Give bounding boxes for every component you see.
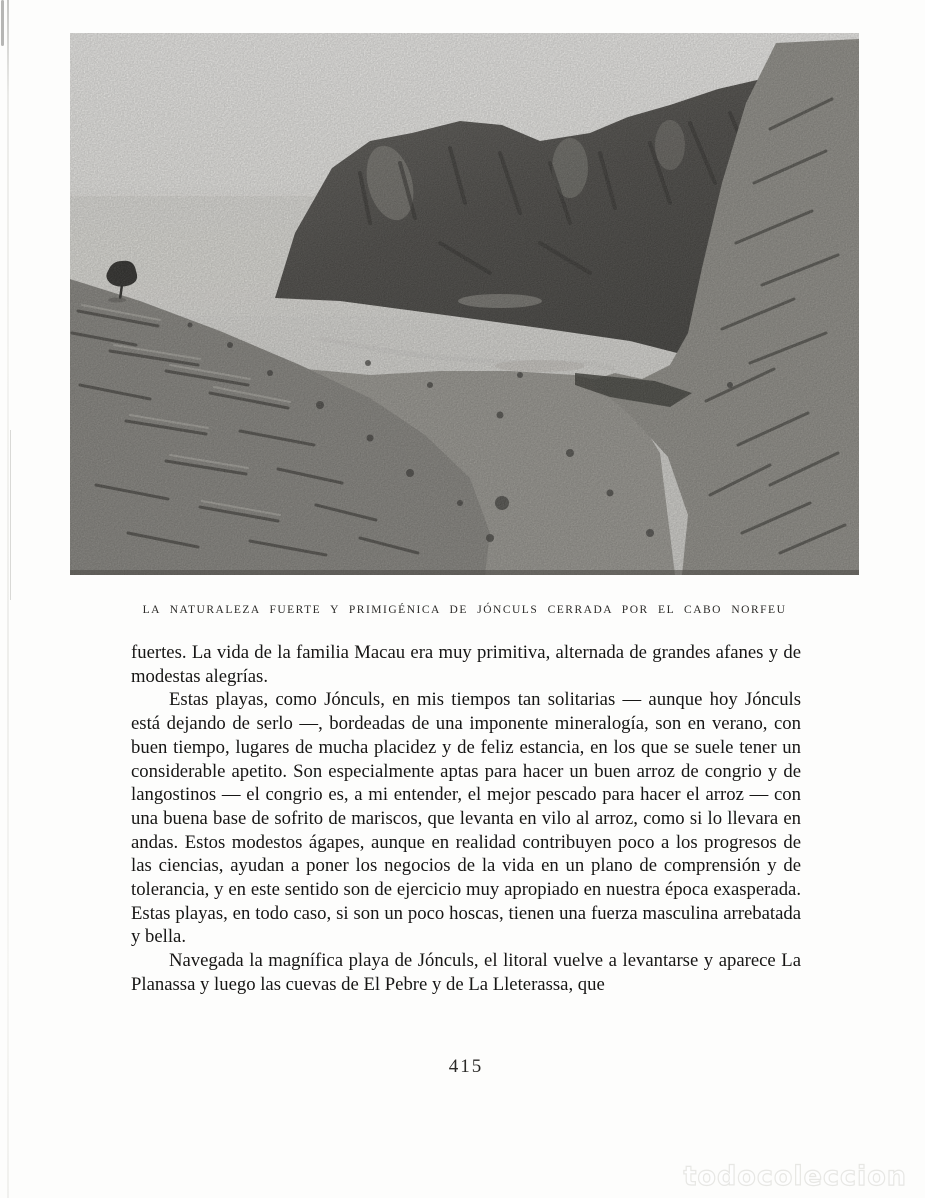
- body-paragraph: Estas playas, como Jónculs, en mis tiempos tan solitarias — aunque hoy Jónculs está dejando de serlo —, bordeadas de una imponente mineralogía, son en verano, con buen tiempo, lugares de mucha placidez y de feliz estancia, en los que se suele tener un considerable apetito. Son especialmente aptas para hacer un buen arroz de congrio y de langostinos — el congrio es, a mi entender, el mejor pescado para hacer el arroz — con una buena base de sofrito de mariscos, que levanta en vilo al arroz, como si lo llevara en andas. Estos modestos ágapes, aunque en realidad contribuyen poco a los progresos de las ciencias, ayudan a poner los negocios de la vida en un plano de comprensión y de tolerancia, y en este sentido son de ejercicio muy apropiado en nuestra época exasperada. Estas playas, en todo caso, si son un poco hoscas, tienen una fuerza masculina arrebatada y bella.: [131, 689, 801, 948]
- scan-crease-segment: [10, 430, 11, 600]
- grain-light-overlay: [70, 33, 859, 575]
- photo-bottom-edge: [70, 570, 859, 575]
- watermark-text: todocoleccion: [683, 1161, 907, 1192]
- scan-crease: [7, 0, 9, 1198]
- body-paragraph: Navegada la magnífica playa de Jónculs, el litoral vuelve a levantarse y aparece La Planassa y luego las cuevas de El Pebre y de La Lleterassa, que: [131, 950, 801, 995]
- scan-edge-mark: [1, 0, 4, 46]
- cove-photo-illustration: [70, 33, 859, 575]
- body-text: [131, 641, 801, 997]
- page-number: 415: [448, 1056, 484, 1077]
- figure-caption: LA NATURALEZA FUERTE Y PRIMIGÉNICA DE JÓNCULS CERRADA POR EL CABO NORFEU: [142, 603, 787, 616]
- body-paragraph: fuertes. La vida de la familia Macau era muy primitiva, alternada de grandes afanes y de modestas alegrías.: [131, 642, 801, 687]
- figure-photograph: [70, 33, 859, 575]
